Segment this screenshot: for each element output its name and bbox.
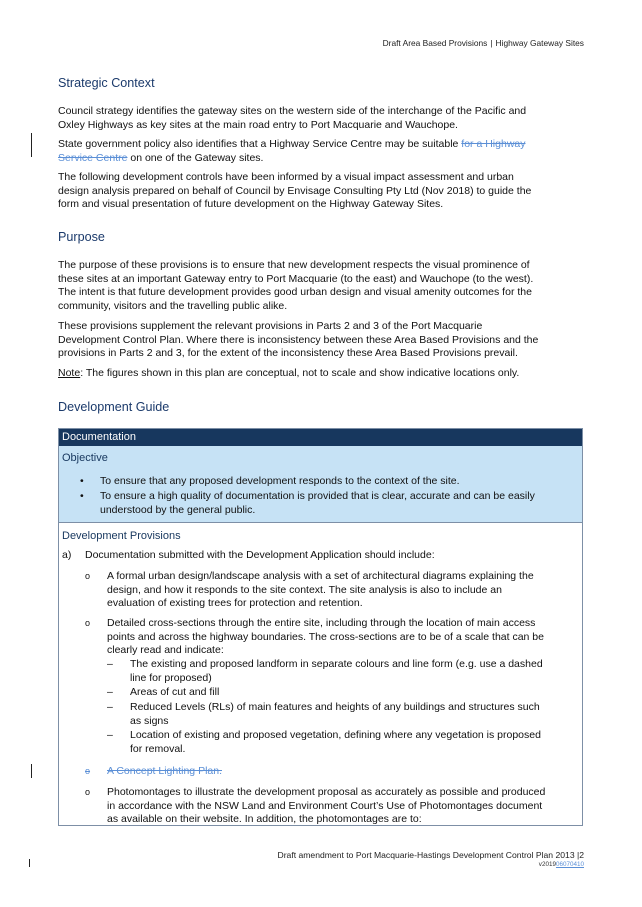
note-label: Note xyxy=(58,367,81,379)
dash-item xyxy=(130,729,541,756)
provisions-section xyxy=(59,524,582,826)
bullet-text xyxy=(100,490,535,517)
text-line: for removal. xyxy=(130,742,186,755)
strategic-context-paragraph-2 xyxy=(58,138,578,165)
deleted-text: for a Highway xyxy=(461,138,526,150)
strategic-context-paragraph-1 xyxy=(58,105,578,132)
text-line: The existing and proposed landform in separate colours and line form (e.g. use a dashed xyxy=(130,658,543,670)
text-line: in accordance with the NSW Land and Environment Court’s Use of Photomontages document xyxy=(107,799,543,812)
bullet-icon: • xyxy=(80,490,84,502)
text-line: design, and how it responds to the site context. The site analysis is also to include an xyxy=(107,583,502,596)
objective-heading: Objective xyxy=(62,452,108,464)
circle-bullet-icon: o xyxy=(85,571,91,581)
text-line: as available on their website. In addition, the photomontages are to: xyxy=(107,813,422,825)
text-line: These provisions supplement the relevant provisions in Parts 2 and 3 of the Port Macquarie xyxy=(58,320,483,332)
text-line: Areas of cut and fill xyxy=(130,686,220,698)
change-bar xyxy=(29,859,30,867)
text-line: understood by the general public. xyxy=(100,503,256,516)
circle-bullet-icon: o xyxy=(85,618,91,628)
text-line: Detailed cross-sections through the entire site, including through the location of main access xyxy=(107,617,536,629)
version-inserted: 0607041 xyxy=(555,861,581,868)
text-line: as signs xyxy=(130,714,169,727)
sub-item-photomontages xyxy=(107,786,545,827)
purpose-note xyxy=(58,367,578,381)
text-line xyxy=(58,367,578,381)
change-bar xyxy=(31,764,32,778)
text-line: The intent is that future development provides good urban design and visual amenity outcomes for the xyxy=(58,286,532,298)
purpose-paragraph-2 xyxy=(58,320,578,361)
header-section-title: Highway Gateway Sites xyxy=(495,38,584,48)
text-line: provisions in Parts 2 and 3, for the extent of the inconsistency these Area Based Provisions prevail. xyxy=(58,347,518,359)
text-line: The purpose of these provisions is to ensure that new development respects the visual prominence of xyxy=(58,259,530,271)
provisions-heading: Development Provisions xyxy=(62,530,181,542)
note-text: : The figures shown in this plan are conceptual, not to scale and show indicative locations only. xyxy=(80,367,520,379)
text-line: community, visitors and the travelling public alike. xyxy=(58,299,288,312)
text-line xyxy=(58,138,578,152)
purpose-heading: Purpose xyxy=(58,230,105,244)
text-line: To ensure a high quality of documentation is provided that is clear, accurate and can be easily xyxy=(100,490,535,502)
text-line: Oxley Highways as key sites at the main road entry to Port Macquarie and Wauchope. xyxy=(58,118,458,131)
documentation-table xyxy=(58,428,583,826)
text-line: these sites at an important Gateway entry to Port Macquarie (to the east) and Wauchope (to the west). xyxy=(58,272,534,285)
dash-bullet-icon: – xyxy=(107,729,113,741)
text-line: points and across the highway boundaries. The cross-sections are to be of a scale that can be xyxy=(107,630,544,643)
sub-item-lighting-plan-deleted: A Concept Lighting Plan. xyxy=(107,765,222,777)
text-line: A formal urban design/landscape analysis with a set of architectural diagrams explaining the xyxy=(107,570,534,582)
deleted-text: Service Centre xyxy=(58,151,128,164)
purpose-paragraph-1 xyxy=(58,259,578,313)
text-line: The following development controls have been informed by a visual impact assessment and urban xyxy=(58,171,514,183)
circle-bullet-icon: o xyxy=(85,787,91,797)
dash-bullet-icon: – xyxy=(107,658,113,670)
text-line: line for proposed) xyxy=(130,671,212,684)
version-stamp xyxy=(539,861,584,868)
dash-bullet-icon: – xyxy=(107,686,113,698)
dash-bullet-icon: – xyxy=(107,701,113,713)
header-separator: | xyxy=(490,38,493,48)
version-text: v2019 xyxy=(538,861,556,868)
text-line: Photomontages to illustrate the development proposal as accurately as possible and produced xyxy=(107,786,546,798)
text-line: form and visual presentation of future development on the Highway Gateway Sites. xyxy=(58,198,444,210)
header-document-title: Draft Area Based Provisions xyxy=(382,38,488,48)
text-line: Location of existing and proposed vegetation, defining where any vegetation is proposed xyxy=(130,729,541,741)
strategic-context-paragraph-3 xyxy=(58,171,578,212)
dash-item xyxy=(130,658,543,685)
text-line: Council strategy identifies the gateway sites on the western side of the interchange of the Pacific and xyxy=(58,105,527,117)
sub-item-cross-sections xyxy=(107,617,544,658)
bullet-text xyxy=(100,475,460,489)
item-a-text: Documentation submitted with the Development Application should include: xyxy=(85,549,435,561)
circle-bullet-icon: o xyxy=(85,766,91,776)
table-title: Documentation xyxy=(59,429,582,446)
sub-item-urban-design xyxy=(107,570,534,611)
dash-item xyxy=(130,686,219,700)
strategic-context-heading: Strategic Context xyxy=(58,76,155,90)
text-line: Reduced Levels (RLs) of main features and heights of any buildings and structures such xyxy=(130,701,540,713)
version-inserted: 0 xyxy=(580,861,584,868)
text-line: clearly read and indicate: xyxy=(107,644,224,656)
text-line: design analysis prepared on behalf of Council by Envisage Consulting Pty Ltd (Nov 2018) to guide the xyxy=(58,184,532,197)
dash-item xyxy=(130,701,540,728)
development-guide-heading: Development Guide xyxy=(58,400,170,414)
text-run: State government policy also identifies that a Highway Service Centre may be suitable xyxy=(58,138,462,150)
text-line: Development Control Plan. Where there is inconsistency between these Area Based Provisions and the xyxy=(58,333,539,346)
objective-section xyxy=(59,446,582,523)
text-run: on one of the Gateway sites. xyxy=(127,151,264,164)
text-line: To ensure that any proposed development responds to the context of the site. xyxy=(100,475,460,487)
text-line xyxy=(58,152,578,166)
bullet-icon: • xyxy=(80,475,84,487)
text-line: evaluation of existing trees for protection and retention. xyxy=(107,597,363,609)
item-a-marker: a) xyxy=(62,549,72,561)
running-header xyxy=(383,38,584,48)
change-bar xyxy=(31,133,32,157)
page-footer: Draft amendment to Port Macquarie-Hastings Development Control Plan 2013 |2 xyxy=(277,850,584,860)
